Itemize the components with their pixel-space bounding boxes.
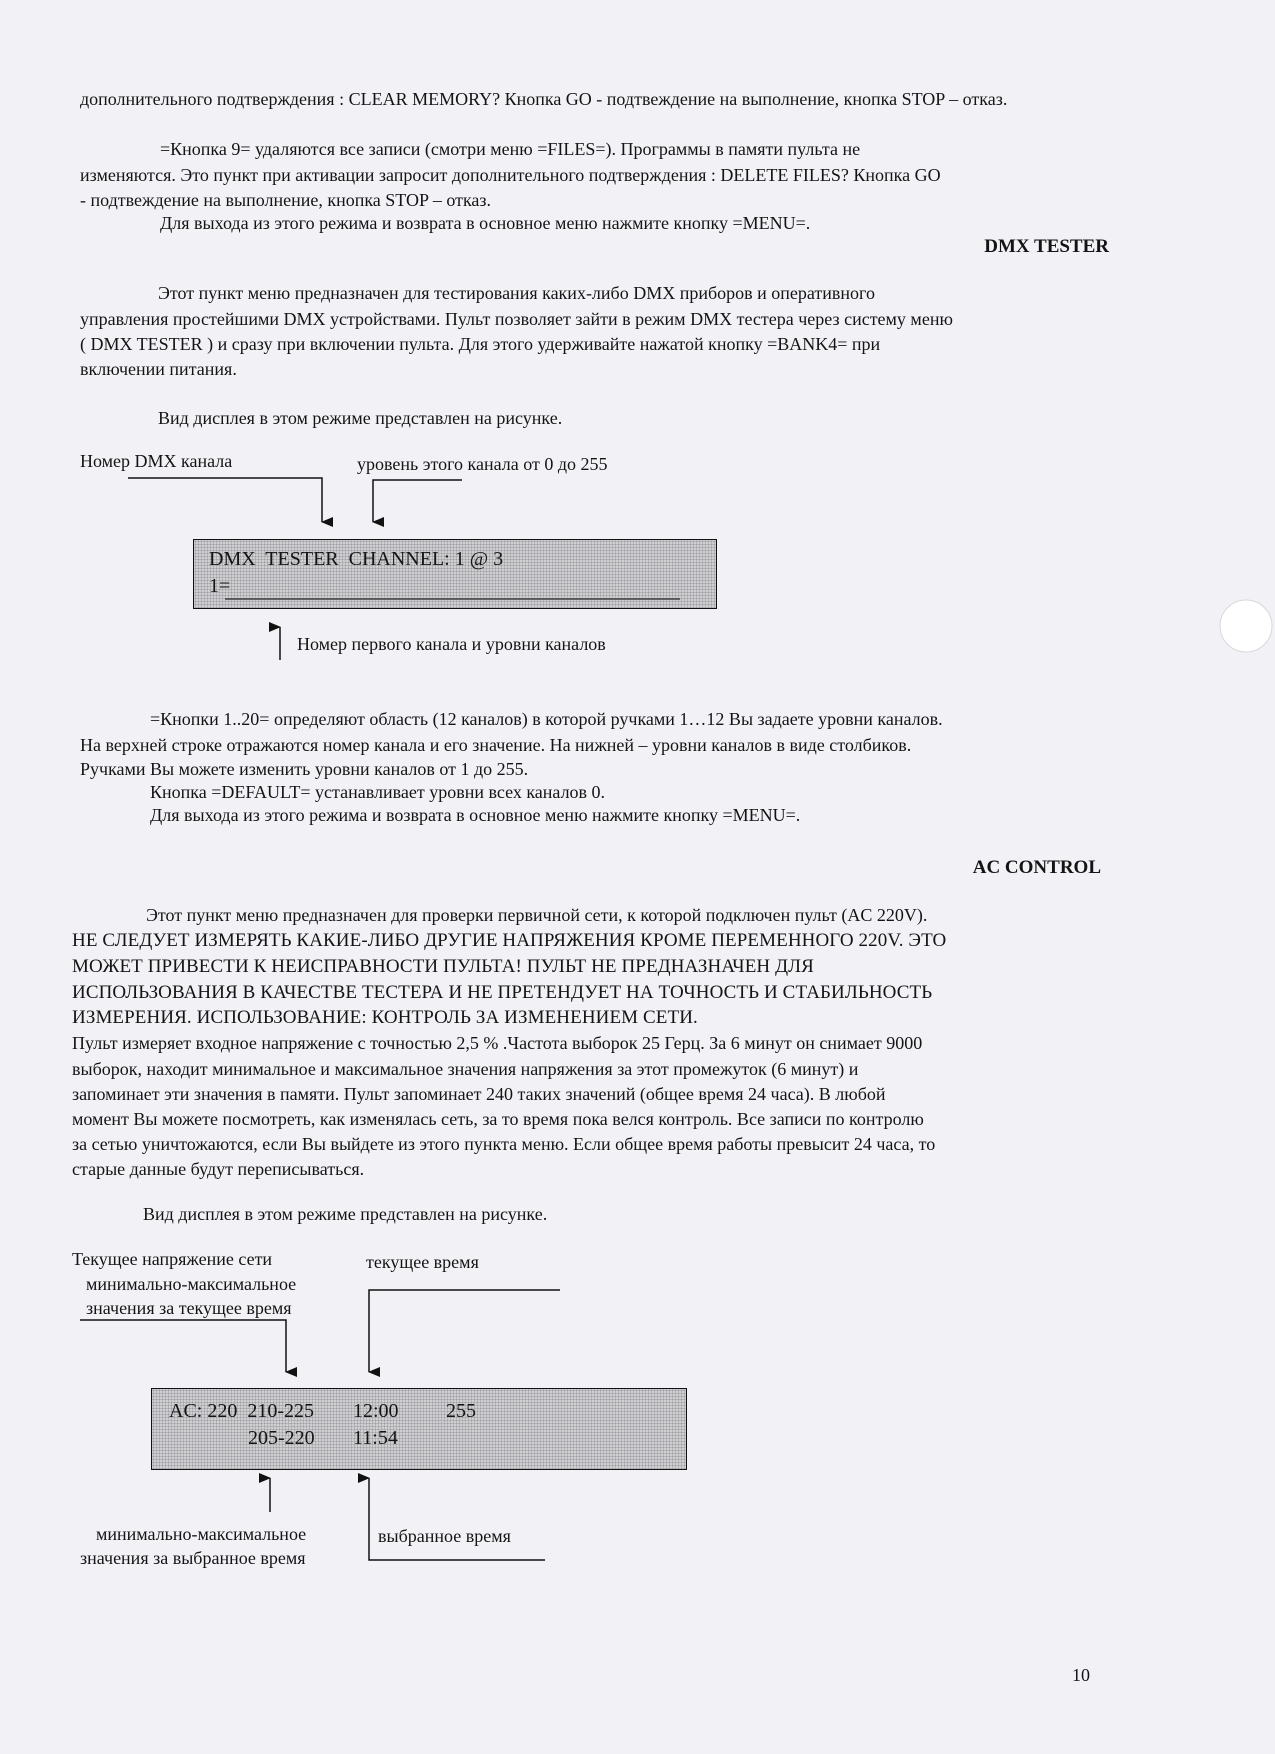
- ac-body-line6: старые данные будут переписываться.: [72, 1159, 365, 1179]
- arrow-ac-minmax-current: [80, 1320, 286, 1372]
- label-minmax-current-line1: минимально-максимальное: [86, 1274, 297, 1294]
- paragraph-exit-menu: Для выхода из этого режима и возврата в основное меню нажмите кнопку =MENU=.: [160, 213, 811, 233]
- ac-display-row1-time: 12:00: [353, 1400, 399, 1422]
- label-minmax-selected-line2: значения за выбранное время: [80, 1548, 306, 1568]
- section-heading-ac-control: AC CONTROL: [972, 857, 1101, 878]
- arrow-dmx-channel: [128, 478, 322, 522]
- paragraph-key9-line2: изменяются. Это пункт при активации запросит дополнительного подтверждения : DELETE FILES? Кнопка GO: [80, 165, 941, 185]
- ac-display-row2-time: 11:54: [353, 1427, 398, 1449]
- label-current-voltage: Текущее напряжение сети: [72, 1249, 273, 1269]
- label-first-channel-levels: Номер первого канала и уровни каналов: [297, 634, 606, 654]
- ac-body-line1: Пульт измеряет входное напряжение с точностью 2,5 % .Частота выборок 25 Герц. За 6 минут он снимает 9000: [72, 1033, 923, 1053]
- ac-body-line5: за сетью уничтожаются, если Вы выйдете из этого пункта меню. Если общее время работы превысит 24 часа, то: [72, 1134, 936, 1154]
- dmx-intro-line1: Этот пункт меню предназначен для тестирования каких-либо DMX приборов и оперативного: [158, 283, 875, 303]
- section-heading-dmx-tester: DMX TESTER: [984, 236, 1109, 257]
- dmx-keys-line1: =Кнопки 1..20= определяют область (12 каналов) в которой ручками 1…12 Вы задаете уровни каналов.: [150, 709, 943, 729]
- dmx-default-key: Кнопка =DEFAULT= устанавливает уровни всех каналов 0.: [150, 782, 606, 802]
- ac-view-caption: Вид дисплея в этом режиме представлен на рисунке.: [143, 1204, 548, 1224]
- dmx-display-line2: 1=: [209, 575, 231, 597]
- arrow-ac-selected-time: [369, 1478, 545, 1560]
- dmx-intro-line4: включении питания.: [80, 359, 237, 379]
- ac-warning-line2: МОЖЕТ ПРИВЕСТИ К НЕИСПРАВНОСТИ ПУЛЬТА! ПУЛЬТ НЕ ПРЕДНАЗНАЧЕН ДЛЯ: [72, 956, 814, 977]
- label-current-time: текущее время: [366, 1252, 479, 1272]
- label-selected-time: выбранное время: [378, 1526, 511, 1546]
- paragraph-key9-line1: =Кнопка 9= удаляются все записи (смотри меню =FILES=). Программы в памяти пульта не: [160, 139, 861, 159]
- dmx-intro-line3: ( DMX TESTER ) и сразу при включении пульта. Для этого удерживайте нажатой кнопку =BANK4= при: [80, 334, 881, 354]
- arrow-dmx-level: [373, 480, 462, 522]
- ac-warning-line4: ИЗМЕРЕНИЯ. ИСПОЛЬЗОВАНИЕ: КОНТРОЛЬ ЗА ИЗМЕНЕНИЕМ СЕТИ.: [72, 1007, 698, 1028]
- ac-display-row1-voltage: AC: 220 210-225: [169, 1400, 314, 1422]
- label-minmax-current-line2: значения за текущее время: [86, 1298, 292, 1318]
- dmx-display-line1: DMX TESTER CHANNEL: 1 @ 3: [209, 548, 504, 570]
- paragraph-key9-line3: - подтвеждение на выполнение, кнопка STOP – отказ.: [80, 190, 492, 210]
- dmx-keys-line3: Ручками Вы можете изменить уровни каналов от 1 до 255.: [80, 759, 529, 779]
- punch-hole: [1220, 600, 1272, 652]
- arrow-ac-current-time: [369, 1290, 560, 1372]
- ac-warning-line3: ИСПОЛЬЗОВАНИЯ В КАЧЕСТВЕ ТЕСТЕРА И НЕ ПРЕТЕНДУЕТ НА ТОЧНОСТЬ И СТАБИЛЬНОСТЬ: [72, 982, 933, 1003]
- ac-intro: Этот пункт меню предназначен для проверки первичной сети, к которой подключен пульт (AC 220V).: [146, 905, 928, 925]
- ac-body-line4: момент Вы можете посмотреть, как изменялась сеть, за то время пока велся контроль. Все записи по контролю: [72, 1109, 924, 1129]
- dmx-exit-menu: Для выхода из этого режима и возврата в основное меню нажмите кнопку =MENU=.: [150, 805, 801, 825]
- dmx-keys-line2: На верхней строке отражаются номер канала и его значение. На нижней – уровни каналов в виде столбиков.: [80, 735, 912, 755]
- label-minmax-selected-line1: минимально-максимальное: [96, 1524, 307, 1544]
- ac-display-row2-minmax: 205-220: [248, 1427, 315, 1449]
- ac-warning-line1: НЕ СЛЕДУЕТ ИЗМЕРЯТЬ КАКИЕ-ЛИБО ДРУГИЕ НАПРЯЖЕНИЯ КРОМЕ ПЕРЕМЕННОГО 220V. ЭТО: [72, 930, 947, 951]
- page-number: 10: [1072, 1665, 1090, 1685]
- ac-body-line2: выборок, находит минимальное и максимальное значения напряжения за этот промежуток (6 минут) и: [72, 1059, 859, 1079]
- label-channel-level: уровень этого канала от 0 до 255: [357, 454, 608, 474]
- label-dmx-channel-number: Номер DMX канала: [80, 451, 233, 471]
- ac-body-line3: запоминает эти значения в памяти. Пульт запоминает 240 таких значений (общее время 24 часа). В любой: [72, 1084, 886, 1104]
- ac-display-row1-index: 255: [446, 1400, 476, 1422]
- dmx-intro-line2: управления простейшими DMX устройствами. Пульт позволяет зайти в режим DMX тестера через систему меню: [80, 309, 953, 329]
- dmx-view-caption: Вид дисплея в этом режиме представлен на рисунке.: [158, 408, 563, 428]
- paragraph-clear-memory: дополнительного подтверждения : CLEAR MEMORY? Кнопка GO - подтвеждение на выполнение, кнопка STOP – отказ.: [80, 89, 1008, 109]
